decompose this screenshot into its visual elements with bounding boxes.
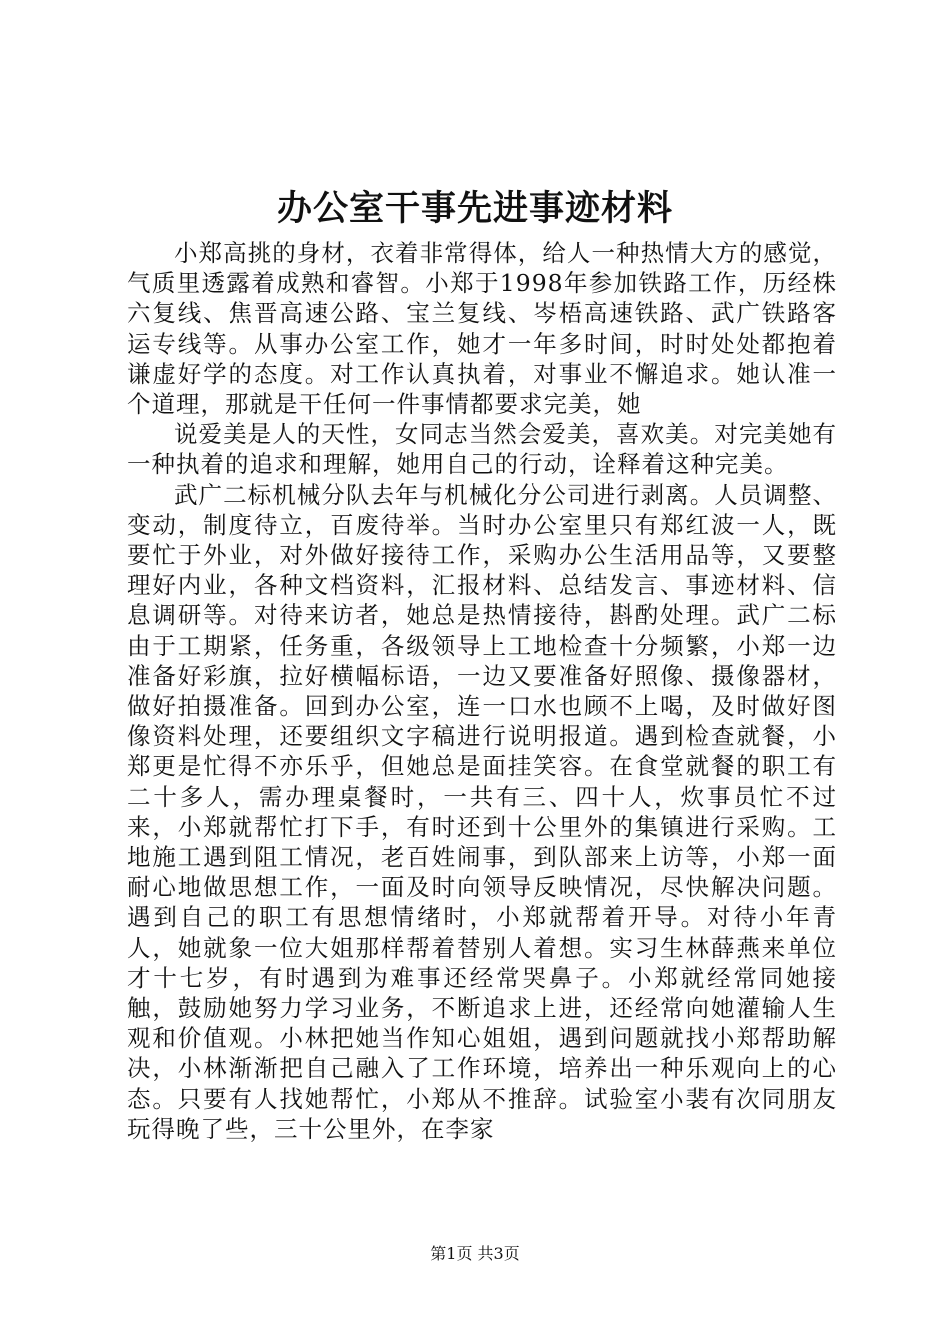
page-number-footer: 第1页 共3页 xyxy=(430,1244,520,1263)
document-body xyxy=(127,238,837,1144)
paragraph-2: 说爱美是人的天性，女同志当然会爱美，喜欢美。对完美她有一种执着的追求和理解，她用自己的行动，诠释着这种完美。 xyxy=(127,420,837,479)
paragraph-3: 武广二标机械分队去年与机械化分公司进行剥离。人员调整、变动，制度待立，百废待举。当时办公室里只有郑红波一人，既要忙于外业，对外做好接待工作，采购办公生活用品等，又要整理好内业，各种文档资料，汇报材料、总结发言、事迹材料、信息调研等。对待来访者，她总是热情接待，斟酌处理。武广二标由于工期紧，任务重，各级领导上工地检查十分频繁，小郑一边准备好彩旗，拉好横幅标语，一边又要准备好照像、摄像器材，做好拍摄准备。回到办公室，连一口水也顾不上喝，及时做好图像资料处理，还要组织文字稿进行说明报道。遇到检查就餐，小郑更是忙得不亦乐乎，但她总是面挂笑容。在食堂就餐的职工有二十多人，需办理桌餐时，一共有三、四十人，炊事员忙不过来，小郑就帮忙打下手，有时还到十公里外的集镇进行采购。工地施工遇到阻工情况，老百姓闹事，到队部来上访等，小郑一面耐心地做思想工作，一面及时向领导反映情况，尽快解决问题。遇到自己的职工有思想情绪时，小郑就帮着开导。对待小年青人，她就象一位大姐那样帮着替别人着想。实习生林薛燕来单位才十七岁，有时遇到为难事还经常哭鼻子。小郑就经常同她接触，鼓励她努力学习业务，不断追求上进，还经常向她灌输人生观和价值观。小林把她当作知心姐姐，遇到问题就找小郑帮助解决，小林渐渐把自己融入了工作环境，培养出一种乐观向上的心态。只要有人找她帮忙，小郑从不推辞。试验室小裴有次同朋友玩得晚了些，三十公里外，在李家 xyxy=(127,480,837,1143)
document-title: 办公室干事先进事迹材料 xyxy=(276,188,673,229)
paragraph-1: 小郑高挑的身材，衣着非常得体，给人一种热情大方的感觉，气质里透露着成熟和睿智。小郑于1998年参加铁路工作，历经株六复线、焦晋高速公路、宝兰复线、岑梧高速铁路、武广铁路客运专线等。从事办公室工作，她才一年多时间，时时处处都抱着谦虚好学的态度。对工作认真执着，对事业不懈追求。她认准一个道理，那就是干任何一件事情都要求完美，她 xyxy=(127,239,837,419)
